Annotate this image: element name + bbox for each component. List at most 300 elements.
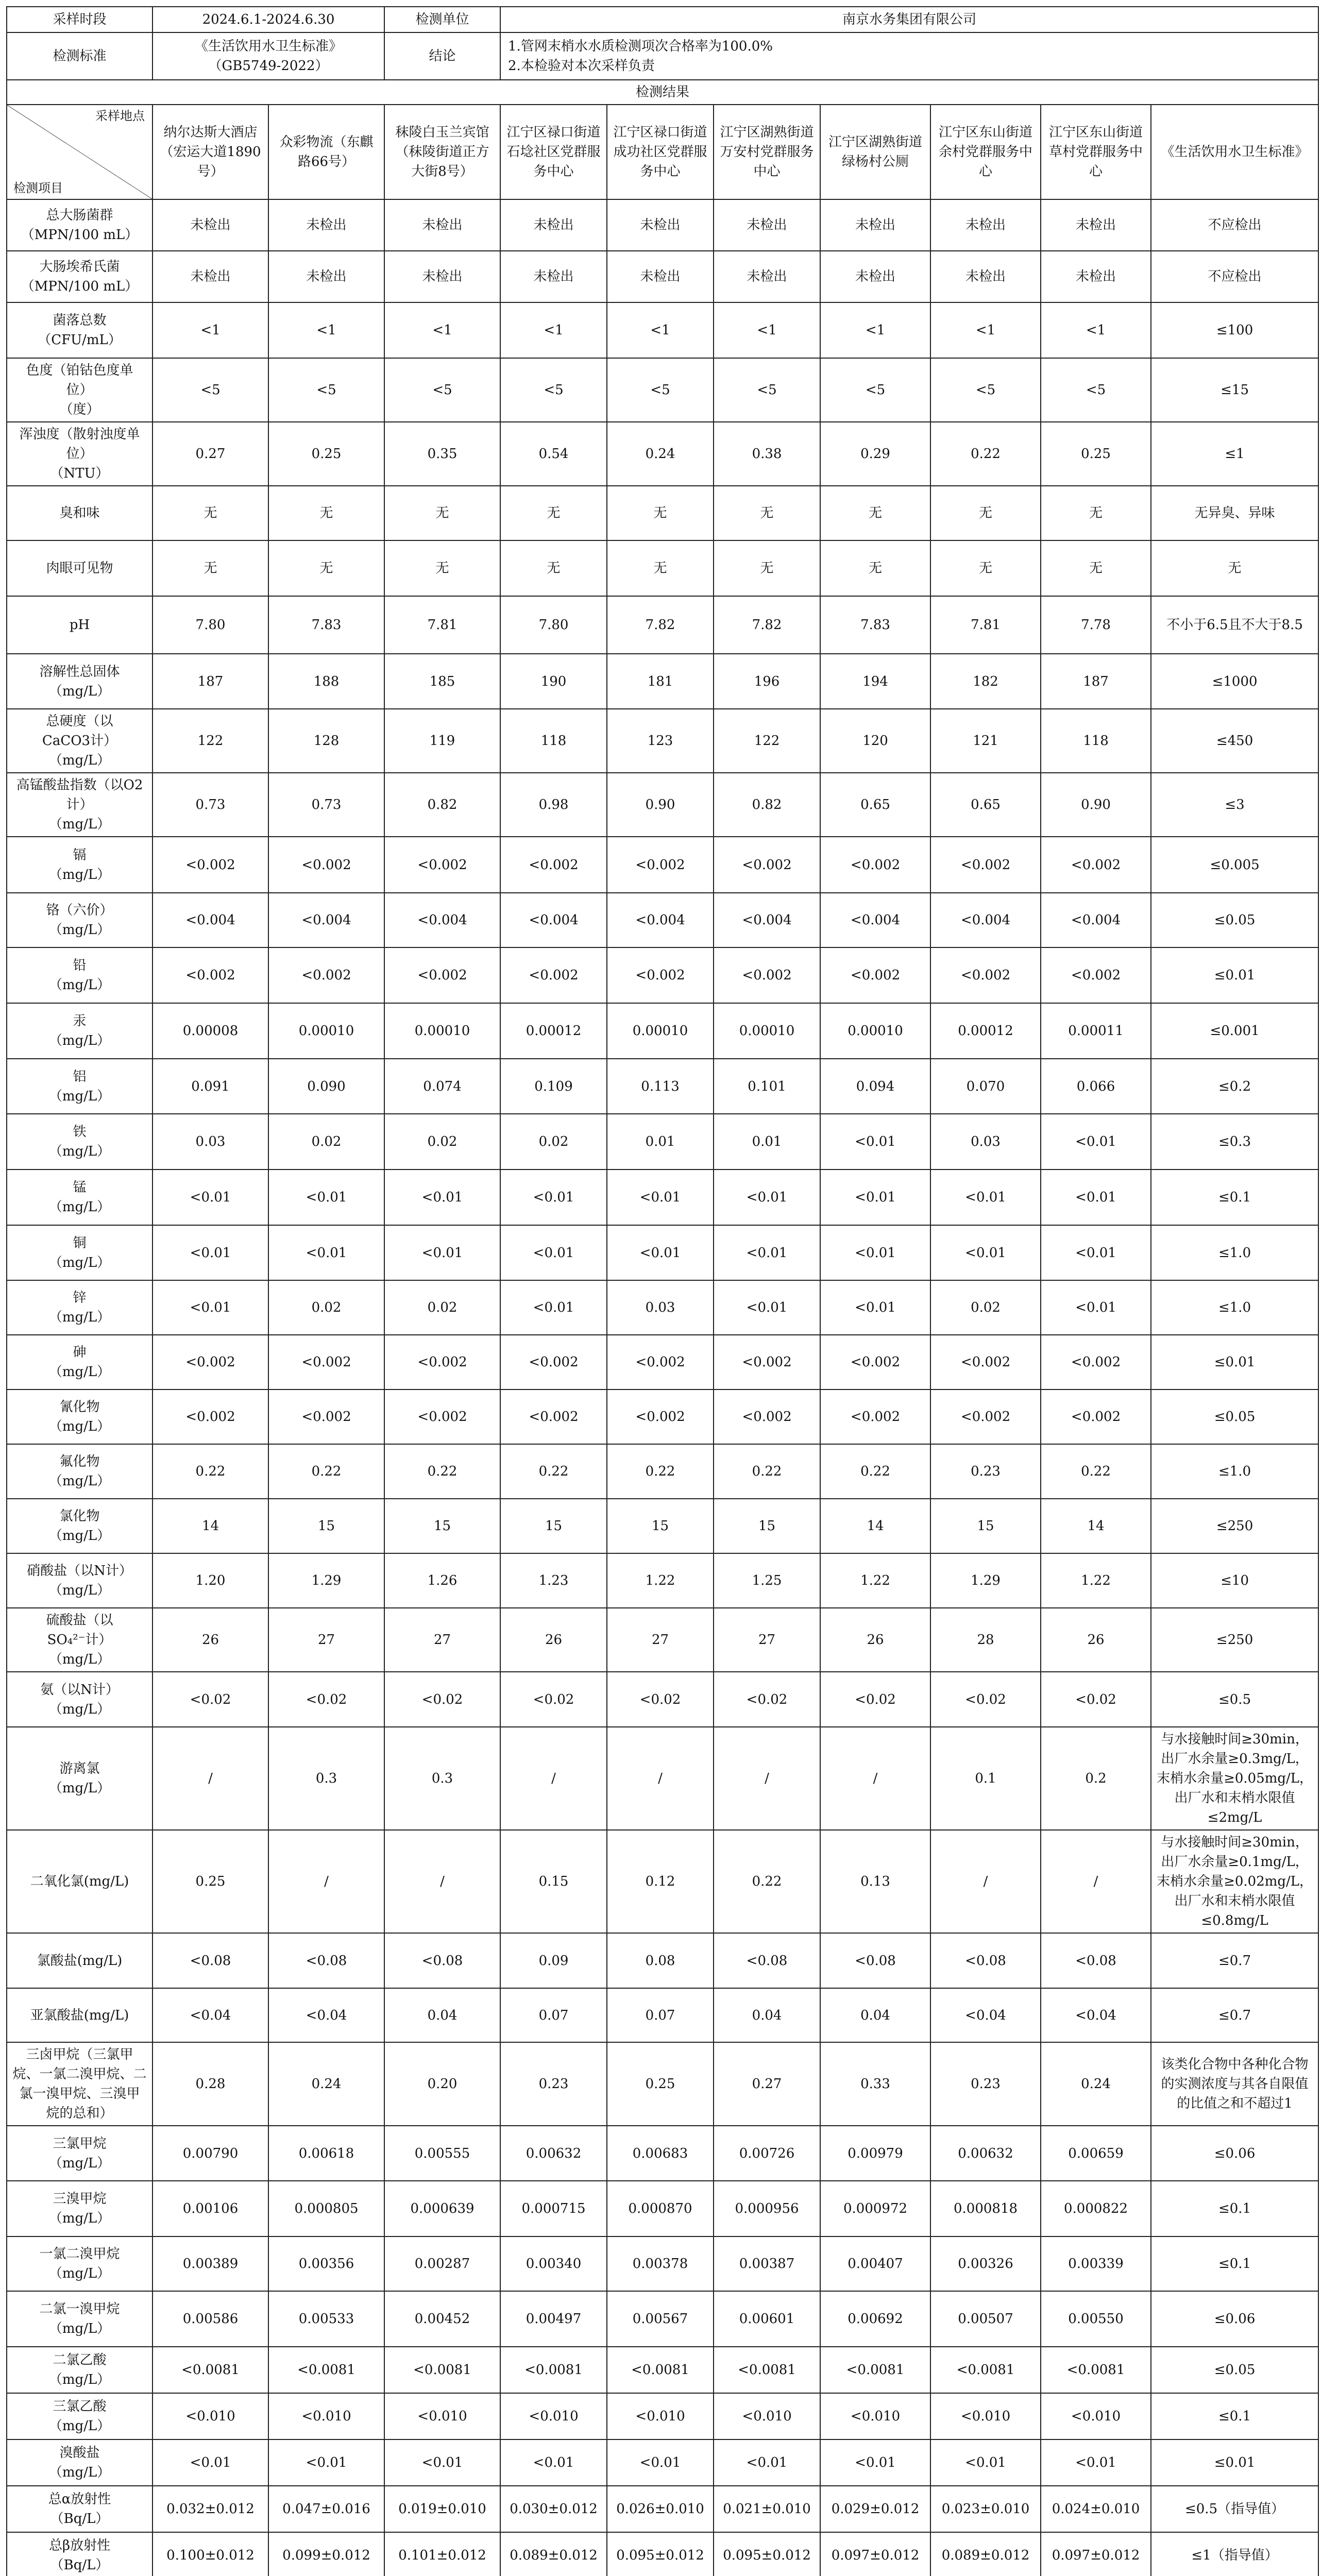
result-cell: 7.82 — [607, 596, 714, 654]
result-cell: <0.002 — [930, 947, 1041, 1003]
result-cell: 0.047±0.016 — [268, 2486, 384, 2532]
result-cell: 0.000818 — [930, 2181, 1041, 2236]
result-cell: 26 — [1041, 1608, 1151, 1672]
result-cell: / — [500, 1727, 607, 1830]
result-cell: 0.03 — [152, 1114, 268, 1170]
result-cell: 0.07 — [500, 1988, 607, 2042]
result-cell: 185 — [384, 654, 500, 709]
table-row — [7, 302, 1318, 358]
table-row — [7, 1727, 1318, 1830]
result-cell: <0.002 — [607, 837, 714, 893]
result-cell: 122 — [714, 709, 820, 773]
result-cell: 0.00010 — [384, 1003, 500, 1059]
result-cell: <0.08 — [1041, 1933, 1151, 1988]
conclusion-text — [500, 32, 1318, 80]
result-cell: 0.019±0.010 — [384, 2486, 500, 2532]
result-cell: <0.010 — [930, 2393, 1041, 2439]
result-cell: 7.81 — [930, 596, 1041, 654]
result-cell: 0.029±0.012 — [820, 2486, 930, 2532]
result-cell: 0.00387 — [714, 2236, 820, 2291]
table-row — [7, 1672, 1318, 1727]
result-cell: 0.024±0.010 — [1041, 2486, 1151, 2532]
result-cell: <0.004 — [500, 893, 607, 947]
result-cell: <0.01 — [152, 2439, 268, 2486]
test-item-label: 总硬度（以 CaCO3计） （mg/L） — [7, 709, 152, 773]
result-cell: <0.004 — [1041, 893, 1151, 947]
location-header: 秣陵白玉兰宾馆 （秣陵街道正方 大街8号） — [384, 105, 500, 199]
test-item-label: 氰化物 （mg/L） — [7, 1389, 152, 1444]
standard-limit-cell: 与水接触时间≥30min，出厂水余量≥0.3mg/L，末梢水余量≥0.05mg/L，出厂水和末梢水限值≤2mg/L — [1151, 1727, 1318, 1830]
result-cell: 0.101 — [714, 1059, 820, 1114]
result-cell: 0.000972 — [820, 2181, 930, 2236]
result-cell: <0.01 — [820, 2439, 930, 2486]
standard-limit-cell: ≤0.1 — [1151, 1170, 1318, 1225]
result-cell: <0.002 — [607, 1335, 714, 1389]
test-item-label: 铝 （mg/L） — [7, 1059, 152, 1114]
result-cell: 0.22 — [500, 1444, 607, 1499]
table-row — [7, 1280, 1318, 1335]
result-cell: <0.0081 — [607, 2347, 714, 2393]
result-cell: <0.002 — [820, 837, 930, 893]
result-cell: 0.90 — [1041, 773, 1151, 837]
result-cell: 1.25 — [714, 1553, 820, 1608]
result-cell: <0.002 — [152, 1389, 268, 1444]
result-cell: 0.25 — [152, 1830, 268, 1933]
result-cell: 未检出 — [152, 199, 268, 251]
result-cell: <0.04 — [930, 1988, 1041, 2042]
standard-limit-cell: ≤0.06 — [1151, 2291, 1318, 2347]
standard-limit-cell: ≤0.06 — [1151, 2126, 1318, 2181]
result-cell: <0.01 — [714, 1170, 820, 1225]
test-item-label: 硫酸盐（以 SO₄²⁻计） （mg/L） — [7, 1608, 152, 1672]
result-cell: <0.002 — [152, 1335, 268, 1389]
result-cell: <0.010 — [152, 2393, 268, 2439]
result-cell: 0.00632 — [500, 2126, 607, 2181]
result-cell: 0.07 — [607, 1988, 714, 2042]
result-cell: 27 — [714, 1608, 820, 1672]
result-cell: <0.0081 — [268, 2347, 384, 2393]
result-cell: 7.78 — [1041, 596, 1151, 654]
table-row — [7, 1444, 1318, 1499]
result-cell: <0.01 — [714, 1280, 820, 1335]
table-row — [7, 2042, 1318, 2126]
result-cell: 0.28 — [152, 2042, 268, 2126]
result-cell: <0.08 — [714, 1933, 820, 1988]
result-cell: 0.00726 — [714, 2126, 820, 2181]
result-cell: 0.33 — [820, 2042, 930, 2126]
standard-limit-cell: ≤1000 — [1151, 654, 1318, 709]
location-header: 江宁区东山街道 草村党群服务中心 — [1041, 105, 1151, 199]
diagonal-label-item: 检测项目 — [13, 181, 63, 195]
result-cell: <0.010 — [384, 2393, 500, 2439]
standard-limit-cell: ≤450 — [1151, 709, 1318, 773]
result-cell: <0.01 — [500, 1280, 607, 1335]
standard-limit-cell: ≤3 — [1151, 773, 1318, 837]
test-item-label: 镉 （mg/L） — [7, 837, 152, 893]
result-cell: 0.27 — [152, 422, 268, 486]
table-row — [7, 1608, 1318, 1672]
result-cell: 0.00659 — [1041, 2126, 1151, 2181]
result-cell: <0.01 — [1041, 1225, 1151, 1280]
result-cell: <0.002 — [714, 947, 820, 1003]
result-cell: 0.00010 — [607, 1003, 714, 1059]
result-cell: <0.08 — [820, 1933, 930, 1988]
result-cell: <0.002 — [500, 837, 607, 893]
test-item-label: 铜 （mg/L） — [7, 1225, 152, 1280]
result-cell: 0.22 — [820, 1444, 930, 1499]
result-cell: <0.01 — [607, 2439, 714, 2486]
result-cell: <0.01 — [268, 1170, 384, 1225]
table-row — [7, 709, 1318, 773]
result-cell: 0.04 — [820, 1988, 930, 2042]
result-cell: <0.04 — [152, 1988, 268, 2042]
result-cell: <0.0081 — [384, 2347, 500, 2393]
result-cell: 无 — [152, 540, 268, 596]
table-row — [7, 251, 1318, 302]
result-cell: <0.01 — [152, 1170, 268, 1225]
result-cell: 0.00618 — [268, 2126, 384, 2181]
result-cell: 0.00106 — [152, 2181, 268, 2236]
result-cell: 无 — [384, 540, 500, 596]
result-cell: / — [384, 1830, 500, 1933]
standard-limit-cell: ≤0.05 — [1151, 893, 1318, 947]
result-cell: <0.002 — [1041, 837, 1151, 893]
table-row — [7, 2393, 1318, 2439]
result-cell: <0.01 — [500, 1225, 607, 1280]
result-cell: <0.01 — [607, 1225, 714, 1280]
result-cell: 0.097±0.012 — [820, 2532, 930, 2576]
test-item-label: 三氯乙酸 （mg/L） — [7, 2393, 152, 2439]
standard-limit-cell: ≤1（指导值） — [1151, 2532, 1318, 2576]
result-cell: <0.002 — [384, 1335, 500, 1389]
result-cell: 0.12 — [607, 1830, 714, 1933]
result-cell: <0.0081 — [820, 2347, 930, 2393]
result-cell: 无 — [607, 486, 714, 540]
table-row — [7, 1499, 1318, 1553]
result-cell: 0.094 — [820, 1059, 930, 1114]
result-cell: 0.00979 — [820, 2126, 930, 2181]
result-cell: 0.04 — [714, 1988, 820, 2042]
result-cell: 14 — [152, 1499, 268, 1553]
result-cell: <0.002 — [714, 837, 820, 893]
result-cell: 0.00326 — [930, 2236, 1041, 2291]
test-item-label: 高锰酸盐指数（以O2 计） （mg/L） — [7, 773, 152, 837]
test-item-label: 三卤甲烷（三氯甲 烷、一氯二溴甲烷、二 氯一溴甲烷、三溴甲 烷的总和） — [7, 2042, 152, 2126]
result-cell: <0.01 — [820, 1114, 930, 1170]
result-cell: <0.02 — [930, 1672, 1041, 1727]
result-cell: 0.02 — [500, 1114, 607, 1170]
test-item-label: 砷 （mg/L） — [7, 1335, 152, 1389]
standard-limit-cell: 该类化合物中各种化合物的实测浓度与其各自限值的比值之和不超过1 — [1151, 2042, 1318, 2126]
result-cell: 14 — [1041, 1499, 1151, 1553]
result-cell: 0.066 — [1041, 1059, 1151, 1114]
result-cell: 未检出 — [714, 199, 820, 251]
result-cell: 无 — [714, 540, 820, 596]
result-cell: 0.021±0.010 — [714, 2486, 820, 2532]
result-cell: <0.02 — [500, 1672, 607, 1727]
result-cell: <0.002 — [1041, 1335, 1151, 1389]
result-cell: 0.00012 — [930, 1003, 1041, 1059]
result-cell: 0.2 — [1041, 1727, 1151, 1830]
result-cell: <0.010 — [268, 2393, 384, 2439]
result-cell: 7.81 — [384, 596, 500, 654]
result-cell: 无 — [1041, 486, 1151, 540]
result-cell: 0.23 — [930, 2042, 1041, 2126]
result-cell: 28 — [930, 1608, 1041, 1672]
water-quality-report-table — [6, 6, 1319, 2576]
result-cell: 0.000870 — [607, 2181, 714, 2236]
result-cell: <0.01 — [714, 1225, 820, 1280]
result-cell: <0.01 — [1041, 1170, 1151, 1225]
result-cell: 7.83 — [820, 596, 930, 654]
location-header: 纳尔达斯大酒店 （宏运大道1890 号） — [152, 105, 268, 199]
result-cell: 0.03 — [607, 1280, 714, 1335]
header-row-standard — [7, 32, 1318, 80]
result-cell: 0.100±0.012 — [152, 2532, 268, 2576]
table-row — [7, 1988, 1318, 2042]
standard-limit-cell: 不应检出 — [1151, 199, 1318, 251]
location-header: 江宁区东山街道 余村党群服务中心 — [930, 105, 1041, 199]
result-cell: <0.002 — [268, 837, 384, 893]
result-cell: <1 — [1041, 302, 1151, 358]
result-cell: 0.000639 — [384, 2181, 500, 2236]
table-row — [7, 1059, 1318, 1114]
test-item-label: 氨（以N计） （mg/L） — [7, 1672, 152, 1727]
result-cell: 1.26 — [384, 1553, 500, 1608]
result-cell: <0.02 — [152, 1672, 268, 1727]
standard-limit-cell: ≤1 — [1151, 422, 1318, 486]
result-cell: 0.38 — [714, 422, 820, 486]
result-cell: 0.070 — [930, 1059, 1041, 1114]
table-row — [7, 2347, 1318, 2393]
result-cell: 0.24 — [607, 422, 714, 486]
result-cell: <0.002 — [714, 1389, 820, 1444]
result-cell: <0.0081 — [714, 2347, 820, 2393]
result-cell: 无 — [268, 486, 384, 540]
result-cell: / — [1041, 1830, 1151, 1933]
result-cell: 未检出 — [152, 251, 268, 302]
result-cell: <0.0081 — [930, 2347, 1041, 2393]
result-cell: 0.02 — [268, 1280, 384, 1335]
result-cell: 190 — [500, 654, 607, 709]
standard-value: 《生活饮用水卫生标准》 （GB5749-2022） — [152, 32, 384, 80]
test-item-label: 锌 （mg/L） — [7, 1280, 152, 1335]
result-cell: <0.002 — [268, 1389, 384, 1444]
standard-limit-cell: 不应检出 — [1151, 251, 1318, 302]
result-cell: <0.004 — [268, 893, 384, 947]
result-cell: <0.010 — [607, 2393, 714, 2439]
result-cell: 0.08 — [607, 1933, 714, 1988]
result-cell: <0.01 — [930, 1170, 1041, 1225]
result-cell: / — [607, 1727, 714, 1830]
result-cell: <0.02 — [820, 1672, 930, 1727]
result-cell: 未检出 — [820, 199, 930, 251]
result-cell: <1 — [268, 302, 384, 358]
result-cell: <0.02 — [268, 1672, 384, 1727]
standard-limit-cell: ≤250 — [1151, 1499, 1318, 1553]
table-row — [7, 358, 1318, 422]
result-cell: <1 — [500, 302, 607, 358]
result-cell: 无 — [500, 486, 607, 540]
test-item-label: 汞 （mg/L） — [7, 1003, 152, 1059]
result-cell: 0.00010 — [820, 1003, 930, 1059]
result-cell: 0.00407 — [820, 2236, 930, 2291]
test-item-label: 亚氯酸盐(mg/L) — [7, 1988, 152, 2042]
result-cell: 15 — [930, 1499, 1041, 1553]
standard-limit-cell: ≤0.01 — [1151, 2439, 1318, 2486]
result-cell: <0.01 — [384, 2439, 500, 2486]
result-cell: 182 — [930, 654, 1041, 709]
result-cell: <0.002 — [384, 1389, 500, 1444]
period-value: 2024.6.1-2024.6.30 — [152, 7, 384, 32]
result-cell: <0.01 — [384, 1170, 500, 1225]
result-cell: / — [268, 1830, 384, 1933]
result-cell: 1.22 — [1041, 1553, 1151, 1608]
result-cell: <0.02 — [607, 1672, 714, 1727]
result-cell: <0.02 — [714, 1672, 820, 1727]
result-cell: 0.20 — [384, 2042, 500, 2126]
result-cell: <5 — [500, 358, 607, 422]
result-cell: <0.04 — [1041, 1988, 1151, 2042]
test-item-label: 菌落总数 （CFU/mL） — [7, 302, 152, 358]
result-cell: 无 — [500, 540, 607, 596]
table-row — [7, 199, 1318, 251]
result-cell: 0.000956 — [714, 2181, 820, 2236]
result-cell: <0.01 — [384, 1225, 500, 1280]
result-cell: <5 — [152, 358, 268, 422]
standard-limit-cell: 无异臭、异味 — [1151, 486, 1318, 540]
result-cell: 未检出 — [820, 251, 930, 302]
result-cell: 0.089±0.012 — [930, 2532, 1041, 2576]
result-cell: 0.113 — [607, 1059, 714, 1114]
result-cell: <0.004 — [384, 893, 500, 947]
table-row — [7, 1170, 1318, 1225]
result-cell: 未检出 — [607, 251, 714, 302]
conclusion-line-2: 2.本检验对本次采样负责 — [508, 58, 655, 74]
result-cell: 0.00378 — [607, 2236, 714, 2291]
result-cell: <0.002 — [500, 947, 607, 1003]
result-cell: 0.65 — [930, 773, 1041, 837]
result-cell: 未检出 — [1041, 251, 1151, 302]
result-cell: 15 — [714, 1499, 820, 1553]
test-item-label: 臭和味 — [7, 486, 152, 540]
result-cell: 未检出 — [500, 199, 607, 251]
result-cell: <0.02 — [384, 1672, 500, 1727]
result-cell: <0.01 — [1041, 1114, 1151, 1170]
result-cell: <0.002 — [384, 837, 500, 893]
result-cell: <0.02 — [1041, 1672, 1151, 1727]
result-cell: 1.22 — [607, 1553, 714, 1608]
result-cell: <0.01 — [714, 2439, 820, 2486]
table-row — [7, 2439, 1318, 2486]
result-cell: 0.00012 — [500, 1003, 607, 1059]
result-cell: 未检出 — [714, 251, 820, 302]
table-row — [7, 654, 1318, 709]
result-cell: 121 — [930, 709, 1041, 773]
table-row — [7, 2236, 1318, 2291]
result-cell: 0.22 — [384, 1444, 500, 1499]
result-cell: 194 — [820, 654, 930, 709]
result-cell: 无 — [384, 486, 500, 540]
result-cell: <1 — [714, 302, 820, 358]
result-cell: <0.004 — [607, 893, 714, 947]
result-cell: <0.01 — [820, 1225, 930, 1280]
result-cell: 7.82 — [714, 596, 820, 654]
result-cell: 0.00692 — [820, 2291, 930, 2347]
test-item-label: 总大肠菌群 （MPN/100 mL） — [7, 199, 152, 251]
result-cell: <0.010 — [1041, 2393, 1151, 2439]
result-cell: 196 — [714, 654, 820, 709]
table-row — [7, 1335, 1318, 1389]
test-item-label: 溶解性总固体 （mg/L） — [7, 654, 152, 709]
diagonal-header-cell — [7, 105, 152, 199]
test-item-label: 色度（铂钴色度单 位） （度） — [7, 358, 152, 422]
result-cell: <1 — [384, 302, 500, 358]
location-header: 江宁区禄口街道 成功社区党群服 务中心 — [607, 105, 714, 199]
result-cell: 0.00287 — [384, 2236, 500, 2291]
result-cell: 14 — [820, 1499, 930, 1553]
result-cell: 0.27 — [714, 2042, 820, 2126]
result-cell: <1 — [930, 302, 1041, 358]
table-row — [7, 596, 1318, 654]
result-cell: 0.00389 — [152, 2236, 268, 2291]
standard-limit-cell: ≤0.001 — [1151, 1003, 1318, 1059]
result-cell: 无 — [268, 540, 384, 596]
result-cell: <0.010 — [500, 2393, 607, 2439]
result-cell: 无 — [930, 540, 1041, 596]
result-cell: 0.29 — [820, 422, 930, 486]
result-cell: 7.80 — [152, 596, 268, 654]
result-cell: <0.002 — [1041, 1389, 1151, 1444]
test-item-label: 锰 （mg/L） — [7, 1170, 152, 1225]
result-cell: 0.35 — [384, 422, 500, 486]
table-row — [7, 1003, 1318, 1059]
result-cell: 0.3 — [268, 1727, 384, 1830]
result-cell: 0.00008 — [152, 1003, 268, 1059]
test-item-label: 肉眼可见物 — [7, 540, 152, 596]
standard-label: 检测标准 — [7, 32, 152, 80]
test-item-label: 二氯一溴甲烷 （mg/L） — [7, 2291, 152, 2347]
results-title-row — [7, 80, 1318, 105]
result-cell: 0.98 — [500, 773, 607, 837]
result-cell: 1.23 — [500, 1553, 607, 1608]
result-cell: 0.73 — [152, 773, 268, 837]
table-row — [7, 947, 1318, 1003]
result-cell: 0.00586 — [152, 2291, 268, 2347]
test-item-label: 二氯乙酸 （mg/L） — [7, 2347, 152, 2393]
test-item-label: 一氯二溴甲烷 （mg/L） — [7, 2236, 152, 2291]
result-cell: / — [714, 1727, 820, 1830]
result-cell: 0.095±0.012 — [714, 2532, 820, 2576]
result-cell: 0.02 — [268, 1114, 384, 1170]
table-row — [7, 540, 1318, 596]
result-cell: 无 — [820, 540, 930, 596]
result-cell: <5 — [268, 358, 384, 422]
standard-limit-cell: ≤0.2 — [1151, 1059, 1318, 1114]
result-cell: 7.83 — [268, 596, 384, 654]
location-header: 众彩物流（东麒 路66号） — [268, 105, 384, 199]
result-cell: <5 — [607, 358, 714, 422]
result-cell: 0.22 — [1041, 1444, 1151, 1499]
result-cell: 27 — [607, 1608, 714, 1672]
result-cell: 0.22 — [607, 1444, 714, 1499]
result-cell: 1.29 — [268, 1553, 384, 1608]
result-cell: <0.002 — [500, 1335, 607, 1389]
test-item-label: 铬（六价） （mg/L） — [7, 893, 152, 947]
table-row — [7, 773, 1318, 837]
result-cell: <0.08 — [384, 1933, 500, 1988]
result-cell: 26 — [820, 1608, 930, 1672]
